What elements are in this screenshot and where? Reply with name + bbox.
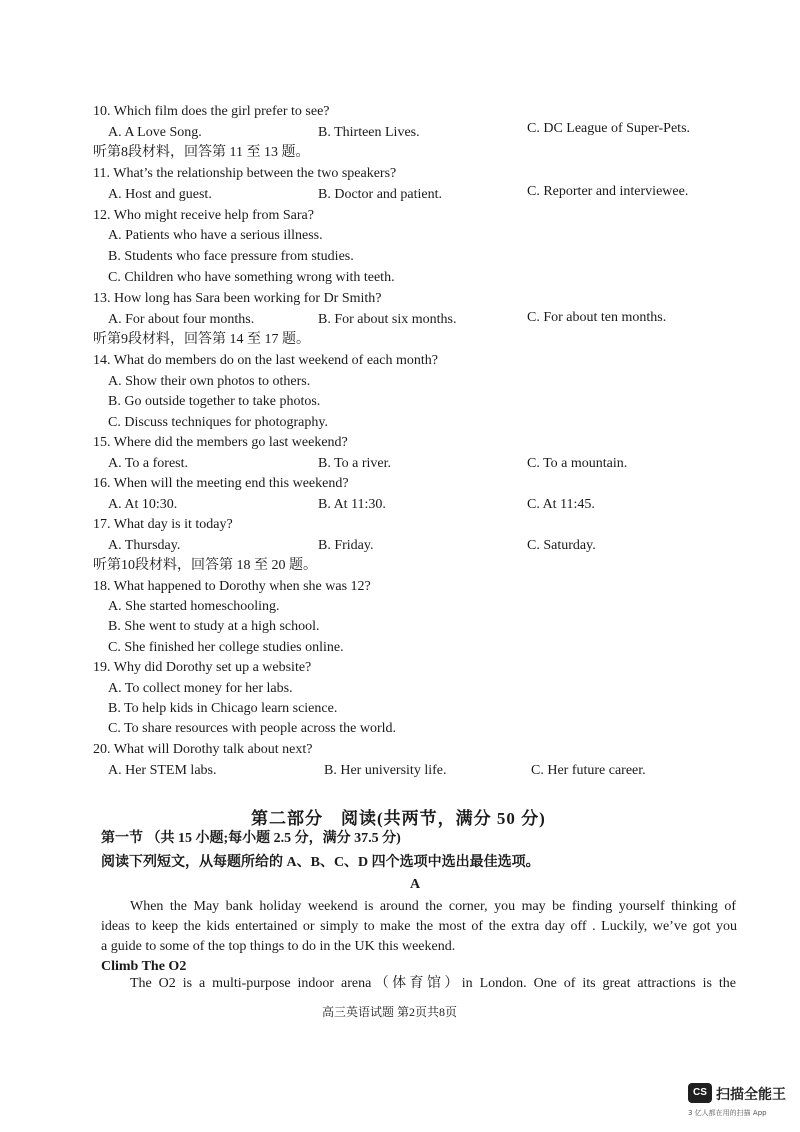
section-note-10: 听第10段材料，回答第 18 至 20 题。 bbox=[93, 558, 317, 573]
question-10-option-c: C. DC League of Super-Pets. bbox=[527, 121, 691, 136]
passage-paragraph-1-line-2: ideas to keep the kids entertained or simply to make the most of the extra day off . Luckily, we’ve got you bbox=[101, 919, 737, 934]
reading-instruction: 阅读下列短文，从每题所给的 A、B、C、D 四个选项中选出最佳选项。 bbox=[101, 855, 540, 870]
question-14-option-a: A. Show their own photos to others. bbox=[108, 374, 311, 389]
question-11-option-c: C. Reporter and interviewee. bbox=[527, 184, 689, 199]
passage-label: A bbox=[410, 877, 421, 892]
question-17-option-a: A. Thursday. bbox=[108, 538, 181, 553]
question-13-option-c: C. For about ten months. bbox=[527, 310, 667, 325]
passage-subheading: Climb The O2 bbox=[101, 959, 187, 974]
question-15-option-a: A. To a forest. bbox=[108, 456, 189, 471]
question-17-stem: 17. What day is it today? bbox=[93, 517, 233, 532]
question-13-stem: 13. How long has Sara been working for Dr Smith? bbox=[93, 291, 382, 306]
question-15-stem: 15. Where did the members go last weekend? bbox=[93, 435, 348, 450]
question-12-option-b: B. Students who face pressure from studies. bbox=[108, 249, 354, 264]
question-16-option-a: A. At 10:30. bbox=[108, 497, 178, 512]
question-12-option-c: C. Children who have something wrong with teeth. bbox=[108, 270, 395, 285]
question-15-option-c: C. To a mountain. bbox=[527, 456, 628, 471]
question-18-option-c: C. She finished her college studies online. bbox=[108, 640, 344, 655]
question-10-option-a: A. A Love Song. bbox=[108, 125, 202, 140]
question-14-stem: 14. What do members do on the last weekend of each month? bbox=[93, 353, 438, 368]
camscanner-logo-icon: CS bbox=[688, 1083, 712, 1103]
question-19-stem: 19. Why did Dorothy set up a website? bbox=[93, 660, 312, 675]
question-19-option-a: A. To collect money for her labs. bbox=[108, 681, 293, 696]
question-19-option-c: C. To share resources with people across the world. bbox=[108, 721, 397, 736]
section-one-heading: 第一节 （共 15 小题;每小题 2.5 分，满分 37.5 分) bbox=[101, 831, 401, 846]
question-11-option-a: A. Host and guest. bbox=[108, 187, 212, 202]
question-20-option-b: B. Her university life. bbox=[324, 763, 447, 778]
question-10-option-b: B. Thirteen Lives. bbox=[318, 125, 420, 140]
watermark-app-name: 扫描全能王 bbox=[716, 1087, 786, 1103]
question-17-option-c: C. Saturday. bbox=[527, 538, 596, 553]
question-11-option-b: B. Doctor and patient. bbox=[318, 187, 443, 202]
question-20-stem: 20. What will Dorothy talk about next? bbox=[93, 742, 313, 757]
question-14-option-c: C. Discuss techniques for photography. bbox=[108, 415, 328, 430]
question-12-stem: 12. Who might receive help from Sara? bbox=[93, 208, 314, 223]
passage-paragraph-2: The O2 is a multi-purpose indoor arena（体育馆）in London. One of its great attractions is the bbox=[130, 976, 736, 991]
section-note-8: 听第8段材料，回答第 11 至 13 题。 bbox=[93, 145, 310, 160]
page-footer: 高三英语试题 第2页共8页 bbox=[322, 1005, 458, 1019]
question-18-option-a: A. She started homeschooling. bbox=[108, 599, 280, 614]
question-10-stem: 10. Which film does the girl prefer to see? bbox=[93, 104, 330, 119]
question-12-option-a: A. Patients who have a serious illness. bbox=[108, 228, 323, 243]
question-19-option-b: B. To help kids in Chicago learn science. bbox=[108, 701, 338, 716]
part-two-title: 第二部分 阅读(共两节，满分 50 分) bbox=[251, 809, 546, 828]
question-14-option-b: B. Go outside together to take photos. bbox=[108, 394, 321, 409]
question-13-option-b: B. For about six months. bbox=[318, 312, 457, 327]
question-18-option-b: B. She went to study at a high school. bbox=[108, 619, 320, 634]
question-13-option-a: A. For about four months. bbox=[108, 312, 255, 327]
question-20-option-a: A. Her STEM labs. bbox=[108, 763, 217, 778]
question-16-option-c: C. At 11:45. bbox=[527, 497, 595, 512]
passage-paragraph-1-line-3: a guide to some of the top things to do in the UK this weekend. bbox=[101, 939, 456, 954]
watermark-tagline: 3 亿人都在用的扫描 App bbox=[688, 1109, 767, 1117]
passage-paragraph-1-line-1: When the May bank holiday weekend is around the corner, you may be finding yourself thinking of bbox=[130, 899, 736, 914]
question-15-option-b: B. To a river. bbox=[318, 456, 392, 471]
question-18-stem: 18. What happened to Dorothy when she was 12? bbox=[93, 579, 371, 594]
question-11-stem: 11. What’s the relationship between the two speakers? bbox=[93, 166, 397, 181]
question-17-option-b: B. Friday. bbox=[318, 538, 374, 553]
question-16-option-b: B. At 11:30. bbox=[318, 497, 386, 512]
section-note-9: 听第9段材料，回答第 14 至 17 题。 bbox=[93, 332, 310, 347]
question-16-stem: 16. When will the meeting end this weekend? bbox=[93, 476, 349, 491]
question-20-option-c: C. Her future career. bbox=[531, 763, 646, 778]
